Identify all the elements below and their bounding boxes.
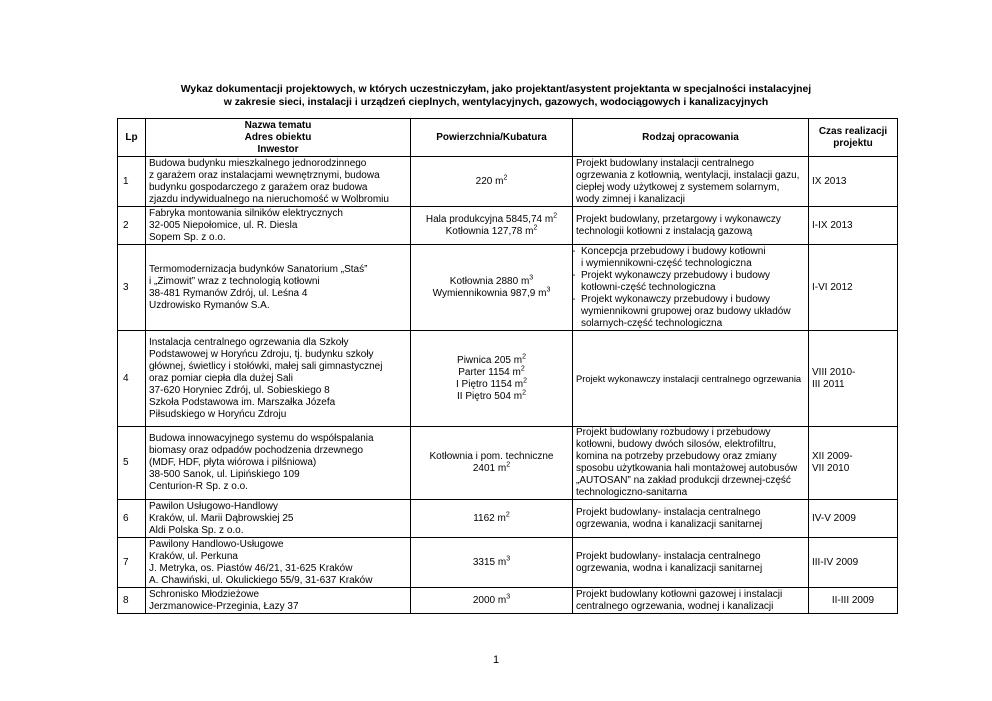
cell-line: Termomodernizacja budynków Sanatorium „Staś”: [149, 263, 368, 275]
bullet-item-cont: [576, 306, 805, 318]
area-line: [414, 226, 569, 238]
area-unit-exp: 2: [522, 389, 526, 397]
table-row: [118, 538, 898, 588]
cell-time: [809, 331, 898, 427]
title-line-2: w zakresie sieci, instalacji i urządzeń cieplnych, wentylacyjnych, gazowych, wodociągowych i kanalizacyjnych: [223, 97, 769, 108]
cell-type: [573, 207, 809, 245]
cell-line: Koncepcja przebudowy i budowy kotłowni: [581, 245, 766, 257]
cell-line: II-III 2009: [831, 594, 875, 606]
cell-lp: 5: [118, 427, 146, 500]
cell-line: Schronisko Młodzieżowe: [149, 588, 260, 600]
cell-line: Piłsudskiego w Horyńcu Zdroju: [149, 408, 287, 420]
cell-line: 37-620 Horyniec Zdrój, ul. Sobieskiego 8: [149, 384, 330, 396]
cell-line: ciepłej wody użytkowej z systemem solarnym,: [576, 181, 780, 193]
cell-line: technologii kotłowni z instalacją gazową: [576, 225, 753, 237]
cell-line: VIII 2010-: [812, 366, 856, 378]
area-line: [414, 391, 569, 403]
cell-area: [411, 427, 573, 500]
area-text: 220 m: [475, 175, 504, 187]
cell-area: [411, 157, 573, 207]
area-unit-exp: 3: [506, 593, 511, 601]
area-unit-exp: 3: [546, 286, 551, 294]
title-line-1: Wykaz dokumentacji projektowych, w których uczestniczyłam, jako projektant/asystent projektanta w specjalności instalacyjnej: [180, 84, 812, 95]
cell-line: i wymiennikowni-część technologiczna: [581, 257, 752, 269]
cell-line: Uzdrowisko Rymanów S.A.: [149, 299, 270, 311]
area-text: Wymiennikownia 987,9 m: [432, 287, 547, 299]
cell-name: [146, 427, 411, 500]
cell-name: [146, 588, 411, 614]
area-text: Kotłownia i pom. techniczne: [429, 451, 554, 462]
table-row: [118, 157, 898, 207]
header-name-line: Inwestor: [257, 143, 299, 155]
area-line: [414, 214, 569, 226]
cell-line: i „Zimowit” wraz z technologią kotłowni: [149, 275, 320, 287]
cell-line: sposobu użytkowania hali montażowej autobusów: [576, 463, 798, 474]
cell-line: XII 2009-: [812, 451, 853, 462]
area-text: Kotłownia 2880 m: [449, 275, 530, 287]
cell-line: „AUTOSAN” na zakład produkcji drzewnej-część: [576, 475, 791, 486]
cell-area: [411, 538, 573, 588]
area-line: [414, 379, 569, 391]
cell-time: [809, 427, 898, 500]
bullet-item-cont: [576, 282, 805, 294]
cell-lp: 1: [118, 157, 146, 207]
cell-line: IX 2013: [812, 175, 847, 187]
cell-line: Projekt wykonawczy instalacji centralnego ogrzewania: [576, 372, 802, 384]
area-unit-exp: 3: [529, 274, 534, 282]
cell-line: Fabryka montowania silników elektrycznych: [149, 207, 343, 219]
header-name: [146, 119, 411, 157]
cell-type: [573, 538, 809, 588]
document-title: [0, 83, 992, 109]
area-unit-exp: 2: [520, 365, 525, 373]
cell-line: Projekt budowlany- instalacja centralnego: [576, 506, 761, 518]
cell-line: Centurion-R Sp. z o.o.: [149, 481, 248, 492]
table-row: [118, 331, 898, 427]
table-row: [118, 500, 898, 538]
cell-line: Projekt wykonawczy przebudowy i budowy: [581, 293, 770, 305]
cell-line: solarnych-część technologiczna: [581, 317, 723, 329]
cell-type: [573, 500, 809, 538]
table-row: [118, 207, 898, 245]
cell-line: Pawilon Usługowo-Handlowy: [149, 500, 278, 512]
table-row: [118, 588, 898, 614]
header-type: Rodzaj opracowania: [573, 119, 809, 157]
cell-name: [146, 331, 411, 427]
area-unit-exp: 2: [506, 461, 511, 469]
area-text: 2000 m: [472, 594, 507, 606]
table-row: [118, 245, 898, 331]
cell-line: Budowa innowacyjnego systemu do współspalania: [149, 433, 374, 444]
cell-name: [146, 500, 411, 538]
cell-time: [809, 538, 898, 588]
area-line: [414, 557, 569, 569]
cell-type: [573, 427, 809, 500]
cell-name: [146, 207, 411, 245]
cell-line: kotłowni, budowy dwóch silosów, elektrofiltru,: [576, 439, 777, 450]
cell-line: głównej, świetlicy i stołówki, małej sali gimnastycznej: [149, 360, 383, 372]
cell-line: ogrzewania, wodna i kanalizacji sanitarnej: [576, 518, 763, 530]
area-unit-exp: 3: [506, 555, 511, 563]
cell-time: [809, 157, 898, 207]
cell-line: 38-500 Sanok, ul. Lipińskiego 109: [149, 469, 300, 480]
cell-line: III-IV 2009: [812, 556, 859, 568]
area-text: 2401 m: [472, 463, 507, 474]
cell-line: kotłowni-część technologiczna: [581, 281, 716, 293]
cell-line: Kraków, ul. Marii Dąbrowskiej 25: [149, 512, 294, 524]
bullet-item: [572, 269, 805, 282]
cell-lp: 3: [118, 245, 146, 331]
cell-line: I-IX 2013: [812, 219, 853, 231]
bullet-dash-icon: -: [572, 245, 576, 257]
cell-line: Projekt budowlany rozbudowy i przebudowy: [576, 427, 771, 438]
area-line: [414, 367, 569, 379]
cell-line: J. Metryka, os. Piastów 46/21, 31-625 Kraków: [149, 562, 353, 574]
cell-lp: 8: [118, 588, 146, 614]
bullet-item-cont: [576, 318, 805, 330]
cell-line: Projekt budowlany- instalacja centralnego: [576, 550, 761, 562]
cell-line: Kraków, ul. Perkuna: [149, 550, 238, 562]
projects-table: [117, 118, 898, 614]
cell-type: [573, 245, 809, 331]
table-row: [118, 427, 898, 500]
cell-line: Sopem Sp. z o.o.: [149, 231, 226, 243]
cell-line: Projekt budowlany, przetargowy i wykonawczy: [576, 213, 781, 225]
cell-line: budynku gospodarczego z garażem oraz budowa: [149, 181, 368, 193]
area-unit-exp: 2: [505, 511, 510, 519]
cell-line: A. Chawiński, ul. Okulickiego 55/9, 31-637 Kraków: [149, 574, 373, 586]
cell-lp: 4: [118, 331, 146, 427]
area-unit-exp: 2: [522, 353, 526, 361]
header-time-line: Czas realizacji: [818, 125, 888, 137]
area-text: I Piętro 1154 m: [456, 378, 524, 390]
cell-area: [411, 500, 573, 538]
cell-lp: 2: [118, 207, 146, 245]
area-line: [414, 288, 569, 300]
cell-line: zjazdu indywidualnego na nieruchomość w Wolbromiu: [149, 193, 389, 205]
cell-line: wymiennikowni grupowej oraz budowy układów: [581, 305, 791, 317]
area-line: [414, 355, 569, 367]
cell-line: oraz pomiar ciepła dla dużej Sali: [149, 372, 293, 384]
area-text: 1162 m: [473, 512, 506, 524]
cell-line: Instalacja centralnego ogrzewania dla Szkoły: [149, 336, 349, 348]
area-text: II Piętro 504 m: [457, 390, 523, 402]
cell-type: [573, 157, 809, 207]
cell-line: Szkoła Podstawowa im. Marszałka Józefa: [149, 396, 336, 408]
cell-time: [809, 588, 898, 614]
cell-line: Aldi Polska Sp. z o.o.: [149, 524, 244, 536]
cell-line: Podstawowej w Horyńcu Zdroju, tj. budynku szkoły: [149, 348, 374, 360]
cell-line: technologiczno-sanitarna: [576, 487, 688, 498]
cell-time: [809, 500, 898, 538]
cell-line: 32-005 Niepołomice, ul. R. Diesla: [149, 219, 298, 231]
bullet-dash-icon: -: [572, 269, 576, 281]
bullet-item: [572, 245, 805, 258]
cell-line: 38-481 Rymanów Zdrój, ul. Leśna 4: [149, 287, 308, 299]
cell-line: Projekt budowlany kotłowni gazowej i instalacji: [576, 588, 783, 600]
cell-line: (MDF, HDF, płyta wiórowa i pilśniowa): [149, 457, 317, 468]
cell-line: III 2011: [812, 378, 845, 390]
cell-area: [411, 331, 573, 427]
page-number: 1: [492, 654, 500, 666]
cell-line: VII 2010: [812, 463, 850, 474]
bullet-item-cont: [576, 258, 805, 270]
cell-area: [411, 245, 576, 331]
header-lp: Lp: [118, 119, 146, 157]
cell-line: biomasy oraz odpadów pochodzenia drzewnego: [149, 445, 364, 456]
area-text: 3315 m: [472, 556, 507, 568]
cell-area: [411, 588, 573, 614]
cell-type: [573, 331, 809, 427]
area-line: [414, 513, 569, 525]
bullet-dash-icon: -: [572, 293, 576, 305]
cell-line: Projekt budowlany instalacji centralnego: [576, 157, 754, 169]
header-row: [118, 119, 898, 157]
cell-time: [809, 207, 898, 245]
area-text: Parter 1154 m: [458, 366, 521, 378]
cell-line: I-VI 2012: [812, 281, 853, 293]
cell-line: z garażem oraz instalacjami wewnętrznymi, budowa: [149, 169, 380, 181]
cell-line: Pawilony Handlowo-Usługowe: [149, 538, 284, 550]
cell-line: ogrzewania z kotłownią, wentylacji, instalacji gazu,: [576, 169, 800, 181]
area-line: [414, 595, 569, 607]
area-unit-exp: 2: [553, 212, 558, 220]
area-text: Kotłownia 127,78 m: [445, 225, 534, 237]
cell-lp: 6: [118, 500, 146, 538]
header-time: [809, 119, 898, 157]
area-unit-exp: 2: [503, 174, 508, 182]
area-unit-exp: 2: [523, 377, 527, 385]
area-unit-exp: 2: [533, 224, 538, 232]
cell-line: Jerzmanowice-Przeginia, Łazy 37: [149, 600, 299, 612]
bullet-item: [572, 293, 805, 306]
cell-line: ogrzewania, wodna i kanalizacji sanitarnej: [576, 562, 763, 574]
header-area: Powierzchnia/Kubatura: [411, 119, 573, 157]
cell-name: [146, 157, 411, 207]
header-name-line: Adres obiektu: [244, 131, 312, 143]
header-name-line: Nazwa tematu: [244, 119, 312, 131]
area-text: Piwnica 205 m: [457, 354, 523, 366]
cell-line: Budowa budynku mieszkalnego jednorodzinnego: [149, 157, 367, 169]
cell-line: IV-V 2009: [812, 512, 856, 524]
cell-area: [411, 207, 573, 245]
area-text: Hala produkcyjna 5845,74 m: [425, 213, 554, 225]
cell-type: [573, 588, 809, 614]
cell-line: centralnego ogrzewania, wodnej i kanalizacji: [576, 600, 774, 612]
area-line: [414, 176, 569, 188]
cell-name: [146, 245, 411, 331]
cell-line: komina na potrzeby przebudowy oraz zmiany: [576, 451, 777, 462]
cell-name: [146, 538, 411, 588]
cell-line: wody zimnej i kanalizacji: [576, 193, 685, 205]
area-line: [414, 463, 569, 475]
cell-line: Projekt wykonawczy przebudowy i budowy: [581, 269, 770, 281]
cell-time: [809, 245, 898, 331]
header-time-line: projektu: [833, 137, 873, 149]
area-line: [414, 451, 569, 463]
cell-lp: 7: [118, 538, 146, 588]
